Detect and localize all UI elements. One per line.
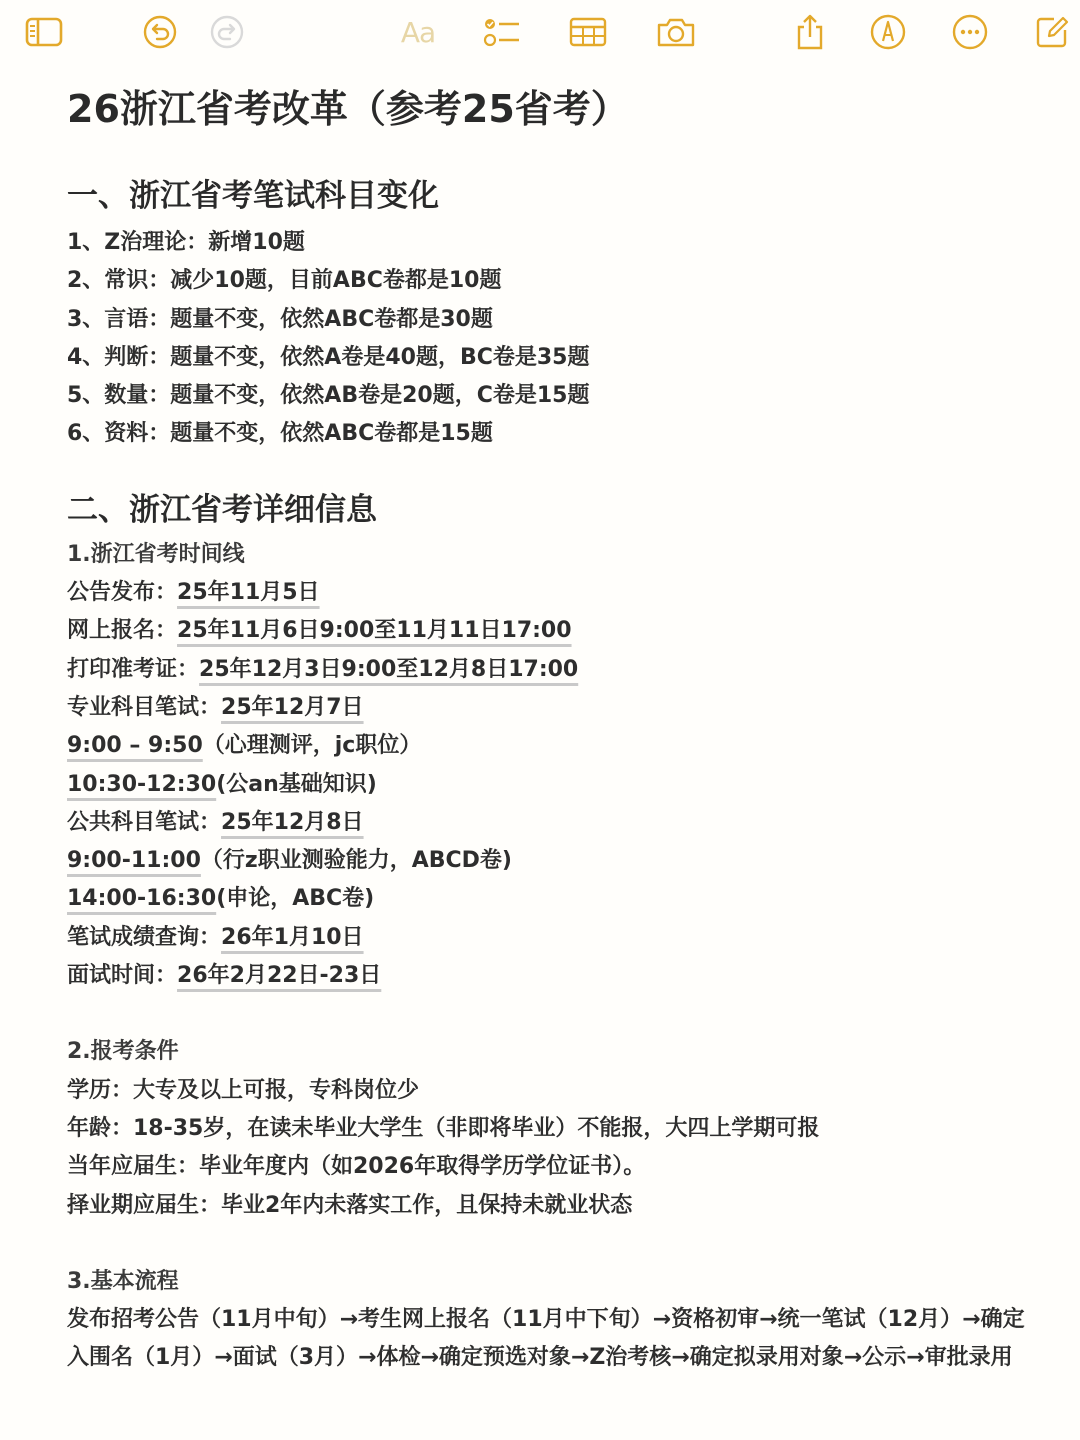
conditions-heading: 2.报考条件 <box>67 1039 179 1065</box>
timeline-row <box>67 727 1040 765</box>
timeline-label: 专业科目笔试： <box>67 694 222 720</box>
timeline-time: 10:30-12:30 <box>67 771 217 797</box>
timeline-row <box>67 842 1040 880</box>
timeline-desc: (公an基础知识) <box>216 771 377 797</box>
timeline-row <box>67 880 1040 918</box>
more-icon[interactable] <box>950 12 990 52</box>
note-title: 26浙江省考改革（参考25省考） <box>67 87 629 131</box>
timeline-label: 公告发布： <box>67 580 178 606</box>
compose-icon[interactable] <box>1032 12 1072 52</box>
section2-heading: 二、浙江省考详细信息 <box>67 491 377 528</box>
timeline-date: 25年12月3日9:00至12月8日17:00 <box>199 656 579 682</box>
timeline-desc: (申论，ABC卷) <box>216 886 375 912</box>
subject-item: 5、数量：题量不变，依然AB卷是20题，C卷是15题 <box>67 383 590 409</box>
timeline-time: 14:00-16:30 <box>67 886 217 912</box>
timeline-date: 25年12月7日 <box>221 694 364 720</box>
timeline-row <box>67 804 1040 842</box>
timeline-row <box>67 919 1040 957</box>
timeline-date: 26年2月22日-23日 <box>177 963 382 989</box>
format-text-label: Aa <box>400 15 436 49</box>
subject-item: 2、常识：减少10题，目前ABC卷都是10题 <box>67 268 502 294</box>
timeline-label: 面试时间： <box>67 963 178 989</box>
condition-item: 当年应届生：毕业年度内（如2026年取得学历学位证书）。 <box>67 1154 646 1180</box>
timeline-date: 25年12月8日 <box>221 809 364 835</box>
note-body[interactable] <box>67 84 1040 1378</box>
timeline-label: 网上报名： <box>67 618 178 644</box>
format-text-icon[interactable] <box>396 12 440 52</box>
condition-item: 学历：大专及以上可报，专科岗位少 <box>67 1077 420 1103</box>
timeline-row <box>67 574 1040 612</box>
timeline-row <box>67 766 1040 804</box>
timeline-row <box>67 651 1040 689</box>
checklist-icon[interactable] <box>482 12 522 52</box>
timeline-row <box>67 689 1040 727</box>
timeline-date: 26年1月10日 <box>221 924 364 950</box>
process-text: 发布招考公告（11月中旬）→考生网上报名（11月中下旬）→资格初审→统一笔试（12月）→确定入围名（1月）→面试（3月）→体检→确定预选对象→Z治考核→确定拟录用对象→公示→审批录用 <box>67 1307 1025 1371</box>
timeline-desc: （心理测评，jc职位） <box>202 733 422 759</box>
section1-heading: 一、浙江省考笔试科目变化 <box>67 178 439 214</box>
markup-pen-icon[interactable] <box>868 12 908 52</box>
timeline-row <box>67 612 1040 650</box>
timeline-label: 公共科目笔试： <box>67 809 222 835</box>
timeline-date: 25年11月5日 <box>177 580 320 606</box>
subject-item: 4、判断：题量不变，依然A卷是40题，BC卷是35题 <box>67 344 590 370</box>
condition-item: 择业期应届生：毕业2年内未落实工作，且保持未就业状态 <box>67 1192 633 1218</box>
undo-icon[interactable] <box>140 12 180 52</box>
timeline-time: 9:00-11:00 <box>67 848 201 874</box>
subject-item: 1、Z治理论：新增10题 <box>67 230 305 255</box>
camera-icon[interactable] <box>656 12 696 52</box>
process-heading: 3.基本流程 <box>67 1268 179 1294</box>
toolbar <box>0 0 1080 64</box>
table-icon[interactable] <box>568 12 608 52</box>
timeline-label: 笔试成绩查询： <box>67 924 222 950</box>
timeline-date: 25年11月6日9:00至11月11日17:00 <box>177 618 572 644</box>
timeline-desc: （行z职业测验能力，ABCD卷) <box>200 848 512 874</box>
timeline-time: 9:00 – 9:50 <box>67 733 203 759</box>
timeline-row <box>67 957 1040 995</box>
redo-icon[interactable] <box>207 12 247 52</box>
condition-item: 年龄：18-35岁，在读未毕业大学生（非即将毕业）不能报，大四上学期可报 <box>67 1115 820 1141</box>
subject-item: 3、言语：题量不变，依然ABC卷都是30题 <box>67 306 493 332</box>
timeline-heading: 1.浙江省考时间线 <box>67 541 245 567</box>
share-icon[interactable] <box>790 12 830 52</box>
subject-item: 6、资料：题量不变，依然ABC卷都是15题 <box>67 421 493 447</box>
timeline-label: 打印准考证： <box>67 656 200 682</box>
sidebar-icon[interactable] <box>24 12 64 52</box>
